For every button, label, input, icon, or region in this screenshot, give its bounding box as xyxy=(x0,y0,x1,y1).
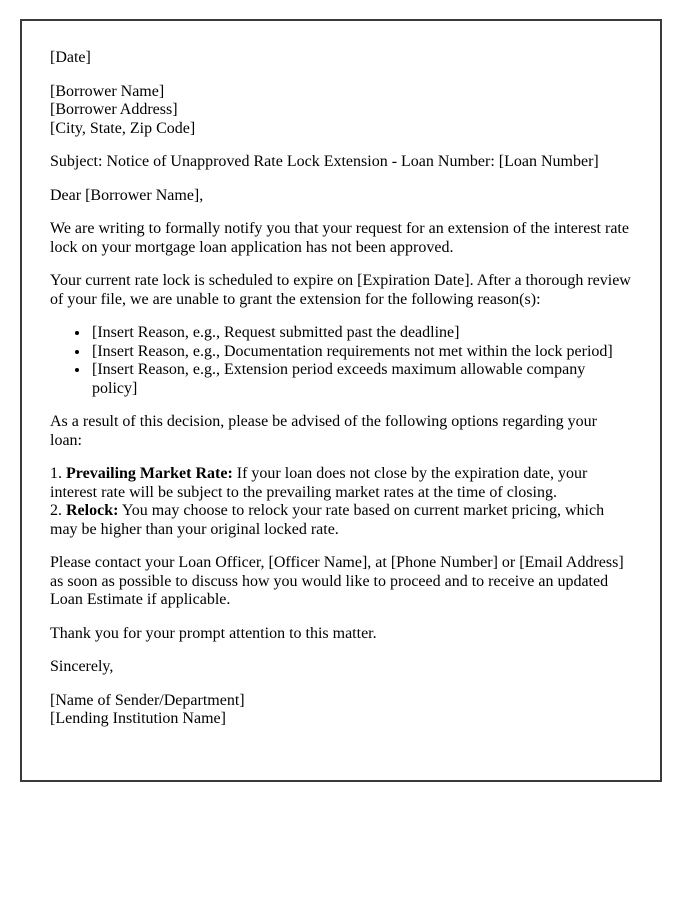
reason-item-1: • [Insert Reason, e.g., Request submitted past the deadline] xyxy=(90,324,632,343)
option-1-number: 1. xyxy=(50,465,66,482)
letter-date: [Date] xyxy=(50,49,91,66)
option-2-number: 2. xyxy=(50,502,66,519)
option-2-label: Relock: xyxy=(66,502,119,519)
option-relock xyxy=(50,502,632,539)
paragraph-thanks: Thank you for your prompt attention to this matter. xyxy=(50,624,377,642)
recipient-name: [Borrower Name] xyxy=(50,82,165,100)
letter-page xyxy=(20,19,662,782)
paragraph-contact: Please contact your Loan Officer, [Officer Name], at [Phone Number] or [Email Address] as soon as possible to discuss how you would like to proceed and to receive an updated Loan Estimate if applicable. xyxy=(50,554,624,608)
subject-line: Subject: Notice of Unapproved Rate Lock Extension - Loan Number: [Loan Number] xyxy=(50,153,599,170)
sender-name: [Name of Sender/Department] xyxy=(50,691,245,709)
recipient-city-state-zip: [City, State, Zip Code] xyxy=(50,119,196,137)
closing: Sincerely, xyxy=(50,658,114,675)
paragraph-expiration: Your current rate lock is scheduled to expire on [Expiration Date]. After a thorough review of your file, we are unable to grant the extension for the following reason(s): xyxy=(50,272,631,308)
reason-item-3: • [Insert Reason, e.g., Extension period exceeds maximum allowable company policy] xyxy=(90,361,632,398)
signature-block xyxy=(50,692,632,729)
institution-name: [Lending Institution Name] xyxy=(50,710,226,727)
reason-item-2: • [Insert Reason, e.g., Documentation requirements not met within the lock period] xyxy=(90,343,632,362)
recipient-address-block xyxy=(50,83,632,139)
paragraph-options-intro: As a result of this decision, please be advised of the following options regarding your loan: xyxy=(50,413,597,449)
recipient-address: [Borrower Address] xyxy=(50,101,178,118)
paragraph-notification: We are writing to formally notify you that your request for an extension of the interest rate lock on your mortgage loan application has not been approved. xyxy=(50,220,629,256)
reasons-list xyxy=(50,324,632,398)
option-1-label: Prevailing Market Rate: xyxy=(66,465,233,482)
option-prevailing-market-rate xyxy=(50,465,632,502)
option-1-text: If your loan does not close by the expiration date, your interest rate will be subject to the prevailing market rates at the time of closing. xyxy=(50,465,588,501)
option-2-text: You may choose to relock your rate based on current market pricing, which may be higher than your original locked rate. xyxy=(50,502,605,538)
options-block xyxy=(50,465,632,539)
salutation: Dear [Borrower Name], xyxy=(50,186,204,204)
